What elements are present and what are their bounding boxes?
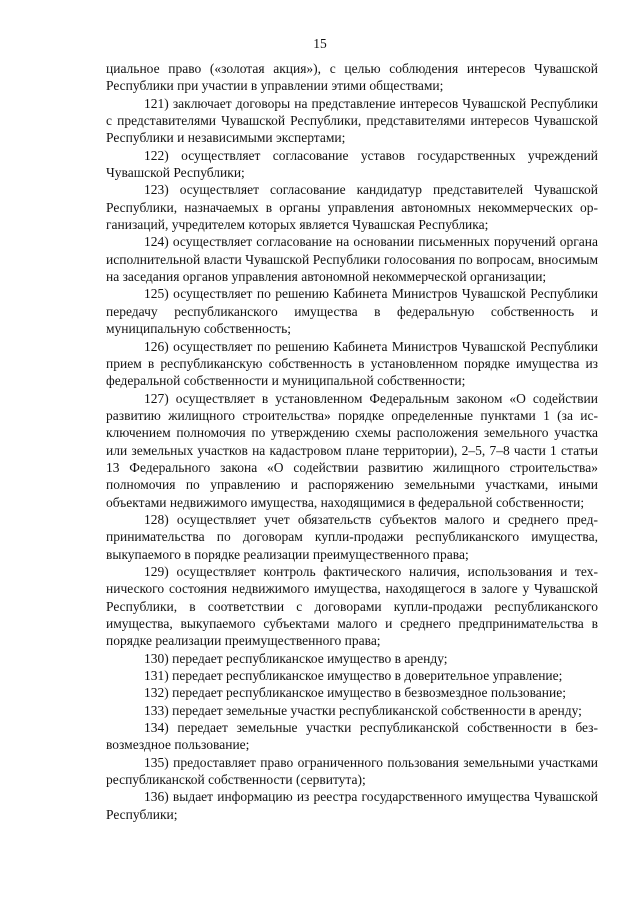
paragraph-item-126: 126) осуществляет по решению Кабинета Министров Чувашской Республики прием в республиканскую собственность в установленном порядке имущества из федеральной собственности и муниципальной собственности;: [106, 338, 598, 389]
paragraph-item-125: 125) осуществляет по решению Кабинета Министров Чувашской Республики передачу республиканского имущества в федеральную собственность и муниципальную собственность;: [106, 286, 598, 337]
paragraph-item-132: 132) передает республиканское имущество в безвозмездное пользование;: [144, 685, 566, 701]
paragraph-item-133: 133) передает земельные участки республиканской собственности в аренду;: [144, 702, 582, 718]
paragraph-item-136: 136) выдает информацию из реестра государственного имущества Чувашской Республики;: [106, 789, 598, 822]
paragraph-item-123: 123) осуществляет согласование кандидатур представителей Чувашской Республики, назначаемых в органы управления автономных некоммерческих организаций, учредителем которых является Чувашская Республика;: [106, 182, 598, 233]
paragraph-item-135: 135) предоставляет право ограниченного пользования земельными участками республиканской собственности (сервитута);: [106, 754, 598, 788]
paragraph-continuation: циальное право («золотая акция»), с целью соблюдения интересов Чувашской Республики при участии в управлении этими обществами;: [106, 61, 598, 94]
paragraph-item-129: 129) осуществляет контроль фактического наличия, использования и технического состояния недвижимого имущества, находящегося в залоге у Чувашской Республики, в соответствии с договорами купли-продажи республиканского имущества, выкупаемого субъектами малого и среднего предпринимательства в порядке реализации преимущественного права;: [106, 563, 598, 649]
paragraph-item-124: 124) осуществляет согласование на основании письменных поручений органа исполнительной власти Чувашской Республики голосования по вопросам, вносимым на заседания органов управления автономной некоммерческой организации;: [106, 234, 598, 285]
document-body: [106, 60, 598, 823]
page-number: 15: [313, 36, 327, 51]
paragraph-item-130: 130) передает республиканское имущество в аренду;: [144, 650, 448, 666]
paragraph-item-131: 131) передает республиканское имущество в доверительное управление;: [144, 668, 563, 684]
paragraph-item-121: 121) заключает договоры на представление интересов Чувашской Республики с представителями Чувашской Республики, представителями интересов Чувашской Республики и независимыми экспертами;: [106, 95, 598, 146]
paragraph-item-127: 127) осуществляет в установленном Федеральным законом «О содействии развитию жилищного строительства» порядке определенные пунктами 1 (за исключением полномочия по утверждению схемы расположения земельного участка или земельных участков на кадастровом плане территории), 2–5, 7–8 части 1 статьи 13 Федерального закона «О содействии развитию жилищного строительства» полномочия по управлению и распоряжению земельными участками, иными объектами недвижимого имущества, находящимися в федеральной собственности;: [106, 390, 598, 510]
paragraph-item-122: 122) осуществляет согласование уставов государственных учреждений Чувашской Республики;: [106, 147, 598, 181]
paragraph-item-128: 128) осуществляет учет обязательств субъектов малого и среднего предпринимательства по договорам купли-продажи республиканского имущества, выкупаемого в порядке реализации преимущественного права;: [106, 511, 598, 562]
paragraph-item-134: 134) передает земельные участки республиканской собственности в безвозмездное пользование;: [106, 720, 598, 753]
